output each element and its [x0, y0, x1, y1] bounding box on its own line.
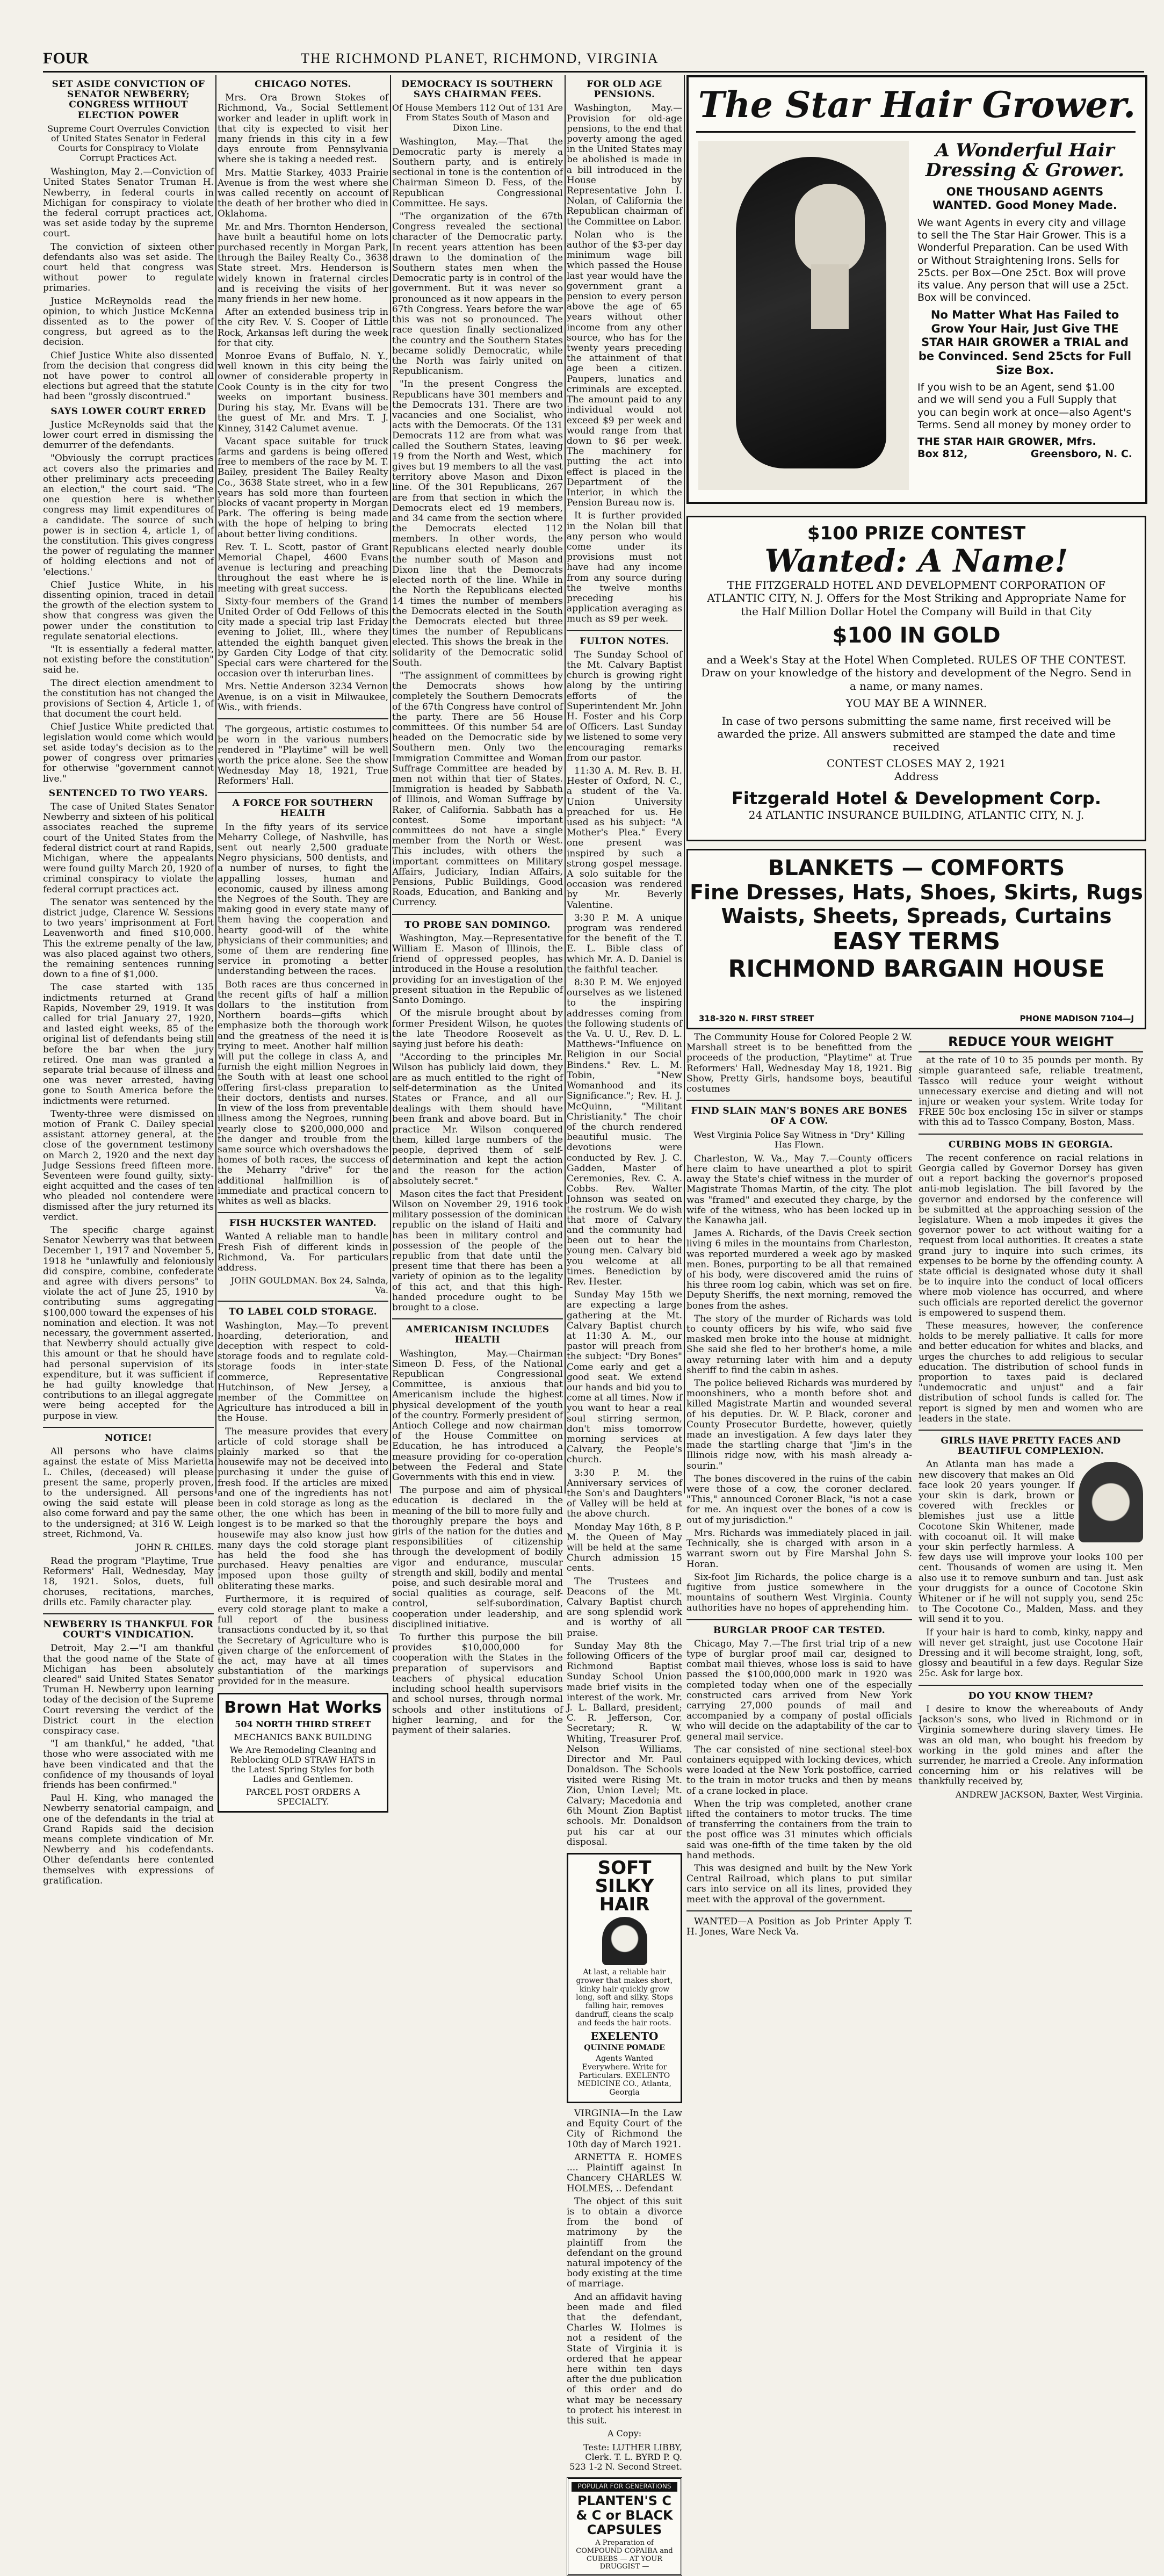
article-paragraph: Washington, May.—Representative William E. Mason of Illinois, the friend of oppressed peoples, has introduced in the House a resolution providing for an investigation of the present situation in the Republic of Santo Domingo.	[392, 933, 563, 1006]
article-paragraph: The car consisted of nine sectional steel-box containers equipped with locking devices, which were loaded at the New York postoffice, carried to the train in motor trucks and then by means of a crane locked in place.	[686, 1744, 912, 1796]
article-paragraph: The purpose and aim of physical education is declared in the meaning of the bill to more fully and thoroughly prepare the boys and girls of the nation for the duties and responsibilities of citizenship through the development of bodily vigor and endurance, muscular strength and skill, bodily and mental poise, and such desirable moral and social qualities as courage, self-control, self-subordination, cooperation under leadership, and disciplined initiative.	[392, 1485, 563, 1630]
bargain-house-ad	[686, 849, 1146, 1029]
program-paragraph: The gorgeous, artistic costumes to be worn in the various numbers rendered in "Playtime" will be well worth the price alone. See the show Wednesday May 18, 1921, True Reformers' Hall.	[218, 724, 388, 786]
ad-address: 318-320 N. FIRST STREET	[699, 1014, 814, 1023]
masthead	[43, 49, 1144, 73]
article-paragraph: After an extended business trip in the city Rev. V. S. Cooper of Little Rock, Arkansas left during the week for that city.	[218, 307, 388, 349]
article-paragraph: "The organization of the 67th Congress revealed the sectional character of the Democratic party. In recent years attention has been drawn to the domination of the Southern states men when the Democratic party is in control of the government. But it was never so pronounced as it now appears in the 67th Congress. Years before the war this was not so pronounced. The race question finally sectionalized the country and the Southern States became solidly Democratic, while the North was fairly united on Republicanism.	[392, 211, 563, 377]
article-paragraph: The case of United States Senator Newberry and sixteen of his political associates reached the supreme court of the United States from the federal district court at rand Rapids, Michigan, where the appealants were found guilty March 20, 1920 of criminal conspiracy to violate the federal corrupt practices act.	[43, 801, 214, 895]
ad-paragraph: at the rate of 10 to 35 pounds per month. By simple guaranteed safe, reliable treatment, Tassco will reduce your weight without unnecessary exercise and dieting and will not injure or weaken your system. Write today for FREE 50c box enclosing 15c in silver or stamps with this ad to Tassco Company, Boston, Mass.	[919, 1055, 1143, 1128]
article-paragraph: Mason cites the fact that President Wilson on November 29, 1916 took military possession of the dominican republic on the island of Haiti and has been in military control and possession of the people of the republic from that date until the present time that there has been a variety of opinion as to the legality of this act, and that this high-handed procedure ought to be brought to a close.	[392, 1188, 563, 1313]
ad-title: PLANTEN'S C & C or BLACK CAPSULES	[576, 2493, 673, 2538]
article-headline: FISH HUCKSTER WANTED.	[229, 1218, 377, 1229]
divider	[919, 1134, 1143, 1135]
notice-headline: NOTICE!	[104, 1432, 153, 1444]
divider	[567, 630, 682, 631]
article-paragraph: Washington, May.—Provision for old-age pensions, to the end that poverty among the aged in the United States may be abolished is made in a bill introduced in the House by Representative John I. Nolan, of California the Republican chairman of the Committee on Labor.	[567, 103, 682, 227]
divider	[919, 1685, 1143, 1686]
ad-corp: Fitzgerald Hotel & Development Corp.	[732, 788, 1101, 809]
article-paragraph: The Community House for Colored People 2 W. Marshall street is to be benefitted from the proceeds of the production, "Playtime" at True Reformers' Hall, Wednesday May 18, 1921. Big Show, Pretty Girls, handsome boys, beautiful costumes	[686, 1032, 912, 1095]
article-paragraph: "It is essentially a federal matter, not existing before the constitution" said he.	[43, 644, 214, 676]
ad-title: Brown Hat Works	[224, 1698, 382, 1717]
article-paragraph: The Sunday School of the Mt. Calvary Baptist church is growing right along by the untiring efforts of the Superintendent Mr. John H. Foster and his Corp of Officers. Last Sunday we listened to some very encouraging remarks from our pastor.	[567, 649, 682, 763]
ad-title: The Star Hair Grower.	[698, 84, 1136, 126]
ad-box: Box 812,	[917, 448, 968, 460]
article-paragraph: Monroe Evans of Buffalo, N. Y., well known in this city being the owner of considerable property in Cook County is in the city for two weeks on important business. During his stay, Mr. Evans will be the guest of Mr. and Mrs. T. J. Kinney, 3142 Calumet avenue.	[218, 351, 388, 434]
column-6	[919, 1033, 1143, 1800]
article-headline: NEWBERRY IS THANKFUL FOR COURT'S VINDICATION.	[43, 1619, 214, 1641]
article-headline: TO LABEL COLD STORAGE.	[228, 1307, 378, 1318]
article-paragraph: Sixty-four members of the Grand United Order of Odd Fellows of this city made a special trip last Friday evening to Joliet, Ill., where they attended the eighth banquet given by Garden City Lodge of that city. Special cars were chartered for the occasion over th interurban lines.	[218, 596, 388, 680]
article-paragraph: 3:30 P. M. the Anniversary services of the Son's and Daughters of Valley will be held at the above church.	[567, 1467, 682, 1520]
article-paragraph: The measure provides that every article of cold storage shall be plainly marked so that the housewife may not be deceived into purchasing it under the guise of fresh food. If the articles are mixed and one of the ingredients has not been in cold storage as long as the other, the one which has been in longest is to be marked so that the housewife may also know just how many days the cold storage plant has held the food she has purchased. Heavy penalties are imposed upon those guilty of obliterating these marks.	[218, 1426, 388, 1592]
article-headline: GIRLS HAVE PRETTY FACES AND BEAUTIFUL COMPLEXION.	[941, 1435, 1121, 1457]
article-paragraph: It is further provided in the Nolan bill that any person who would come under its provisions must not have had any income from any source during the twelve months preceding his application averaging as much as $9 per week.	[567, 510, 682, 625]
section-subhead: SENTENCED TO TWO YEARS.	[48, 788, 208, 799]
article-subhead: West Virginia Police Say Witness in "Dry" Killing Has Flown.	[693, 1129, 905, 1150]
article-paragraph: The conviction of sixteen other defendants also was set aside. The court held that congress was without power to regulate primaries.	[43, 241, 214, 294]
article-signature: ANDREW JACKSON, Baxter, West Virginia.	[955, 1789, 1143, 1800]
woman-portrait-icon	[1079, 1462, 1143, 1542]
article-paragraph: Mrs. Nettie Anderson 3234 Vernon Avenue, is on a visit in Milwaukee, Wis., with friends.	[218, 681, 388, 713]
article-paragraph: To further this purpose the bill provides $10,000,000 for cooperation with the States in the preparation of supervisors and teachers of physical education including school health supervisors and school nurses, through normal schools and other institutions of higher learning, and for the payment of their salaries.	[392, 1632, 563, 1736]
article-paragraph: The Trustees and Deacons of the Mt. Calvary Baptist church are song splendid work and is worthy of all praise.	[567, 1576, 682, 1639]
article-paragraph: "According to the principles Mr. Wilson has publicly laid down, they are as much entitled to the right of self-determination as the United States or France, and all our dealings with them should have been frank and above board. But in practice Mr. Wilson conquered them, killed large numbers of the people, deprived them of self-determination and kept the action and the reason for the action absolutely secret."	[392, 1052, 563, 1187]
legal-signature: Teste: LUTHER LIBBY, Clerk. T. L. BYRD P. Q. 523 1-2 N. Second Street.	[569, 2442, 682, 2472]
brown-hat-works-ad	[218, 1693, 388, 1813]
article-paragraph: Mrs. Mattie Starkey, 4033 Prairie Avenue is from the west where she was called recently on account of the death of her brother who died in Oklahoma.	[218, 167, 388, 220]
divider	[919, 1430, 1143, 1431]
column-3	[392, 75, 563, 1736]
article-paragraph: The direct election amendment to the constitution has not changed the provisions of Section 4, Article 1, of that document the court held.	[43, 677, 214, 720]
divider	[43, 1427, 214, 1428]
notice-signature: JOHN R. CHILES.	[135, 1541, 214, 1552]
legal-copy: A Copy:	[607, 2428, 642, 2439]
ad-agents: ONE THOUSAND AGENTS WANTED. Good Money Made.	[932, 185, 1117, 212]
article-paragraph: This was designed and built by the New York Central Railroad, which plans to put similar cars into service on all its lines, provided they meet with the approval of the government.	[686, 1863, 912, 1905]
article-paragraph: "The assignment of committees by the Democrats shows how completely the Southern Democrats of the 67th Congress have control of the party. There are 56 House committees. Of this number 54 are headed on the Democratic side by Southern men. Only two the Immigration Committee and Woman Suffrage Committee are headed by men not within that tier of States. Immigration is headed by Sabbath of Illinois, and Woman Suffrage by Raker, of California. Sabbath has a contest. Some important committees do not have a single member from the North or West. This includes, with others the important committees on Military Affairs, Judiciary, Indian Affairs, Pensions, Public Buildings, Good Roads, Education, and Banking and Currency.	[392, 670, 563, 908]
planten-capsules-ad	[567, 2477, 682, 2576]
reduce-weight-ad-title: REDUCE YOUR WEIGHT	[919, 1033, 1143, 1052]
ad-paragraph: In case of two persons submitting the same name, first received will be awarded the prize. All answers submitted are stamped the date and time received	[717, 714, 1116, 754]
article-subhead: Supreme Court Overrules Conviction of United States Senator in Federal Courts for Conspiracy to Violate Corrupt Practices Act.	[47, 123, 209, 163]
fitzgerald-contest-ad	[686, 516, 1146, 841]
article-subhead: Of House Members 112 Out of 131 Are From States South of Mason and Dixon Line.	[392, 103, 563, 133]
article-paragraph: The story of the murder of Richards was told to county officers by his wife, who said five masked men broke into the house at midnight. She said she fled to her brother's home, a mile away returning later with him and a deputy sheriff to find the cabin in ashes.	[686, 1313, 912, 1376]
ad-line: Fine Dresses, Hats, Shoes, Skirts, Rugs	[690, 881, 1143, 904]
star-hair-grower-ad	[686, 75, 1147, 504]
ad-paragraph: An Atlanta man has made a new discovery that makes an Old face look 20 years younger. If your skin is dark, brown or covered with freckles or blemishes just use a little Cocotone Skin Whitener, made with cocoanut oil. It will make your skin perfectly harmless. A few days use will improve your looks 100 per cent. Thousands of women are using it. Men also use it to remove sunburn and tan. Just ask your druggists for a ounce of Cocotone Skin Whitener or if he will not supply you, send 25c to The Cocotone Co., Malden, Mass. and they will send it to you.	[919, 1459, 1143, 1625]
ad-address: 504 NORTH THIRD STREET	[235, 1719, 371, 1729]
legal-paragraph: VIRGINIA—In the Law and Equity Court of the City of Richmond the 10th day of March 1921.	[567, 2108, 682, 2150]
divider	[218, 792, 388, 793]
article-paragraph: "I am thankful," he added, "that those who were associated with me have been vindicated and that the confidence of my thousands of loyal friends has been confirmed."	[43, 1738, 214, 1791]
article-paragraph: Justice McReynolds said that the lower court erred in dismissing the demurrer of the defendants.	[43, 419, 214, 451]
article-paragraph: I desire to know the whereabouts of Andy Jackson's sons, who lived in Richmond or in Virginia somewhere during slavery times. He was an old man, who bought his freedom by working in the gold mines and after the surrender, he married a Creole. Any information concerning him or his relatives will be thankfully received by,	[919, 1704, 1143, 1787]
ad-address	[917, 448, 1132, 460]
ad-line: BLANKETS — COMFORTS	[768, 856, 1065, 881]
article-paragraph: Of the misrule brought about by former President Wilson, he quotes the late Theodore Roosevelt as saying just before his death:	[392, 1008, 563, 1050]
notice-paragraph: All persons who have claims against the estate of Miss Marietta L. Chiles, (deceased) will please present the same, properly proven, to the undersigned. All persons owing the said estate will please also come forward and pay the same to the undersigned; at 316 W. Leigh street, Richmond, Va.	[43, 1446, 214, 1540]
ad-firm: THE STAR HAIR GROWER, Mfrs.	[917, 435, 1096, 448]
column-2	[218, 75, 388, 1807]
article-headline: CURBING MOBS IN GEORGIA.	[948, 1139, 1114, 1150]
ad-body: A Preparation of COMPOUND COPAIBA and CUBEBS — AT YOUR DRUGGIST —	[576, 2539, 673, 2571]
article-paragraph: Detroit, May 2.—"I am thankful that the good name of the State of Michigan has been absolutely cleared" said United States Senator Truman H. Newberry upon learning today of the decision of the Supreme Court reversing the verdict of the District court in the election conspiracy case.	[43, 1643, 214, 1737]
ad-line: EASY TERMS	[832, 928, 1001, 955]
legal-paragraph: And an affidavit having been made and filed that the defendant, Charles W. Holmes is not a resident of the State of Virginia it is ordered that he appear here within ten days after the due publication of this order and do what may be necessary to protect his interest in this suit.	[567, 2291, 682, 2426]
ad-paragraph: We want Agents in every city and village to sell the The Star Hair Grower. This is a Wonderful Preparation. Can be used With or Without Straightening Irons. Sells for 25cts. per Box—One 25ct. Box will prove its value. Any person that will use a 25ct. Box will be convinced.	[917, 217, 1129, 304]
article-paragraph: Chief Justice White predicted that legislation would come which would set aside today's decision as to the power of congress over primaries for otherwise "government cannot live."	[43, 721, 214, 784]
article-headline: DO YOU KNOW THEM?	[968, 1690, 1094, 1701]
article-paragraph: James A. Richards, of the Davis Creek section living 6 miles in the mountains from Charleston, was reported murdered a week ago by masked men. Bones, purporting to be all that remained of his body, were discovered amid the ruins of his three room log cabin, which was set on fire. Deputy Sheriffs, the next morning, removed the bones from the ashes.	[686, 1228, 912, 1311]
article-headline: SET ASIDE CONVICTION OF SENATOR NEWBERRY; CONGRESS WITHOUT ELECTION POWER	[52, 79, 205, 121]
article-headline: BURGLAR PROOF CAR TESTED.	[713, 1625, 886, 1636]
article-paragraph: 11:30 A. M. Rev. B. H. Hester of Oxford, N. C., a student of the Va. Union University preached for us. He used as his subject: "A Mother's Plea." Every one present was inspired by such a strong gospel message. A solo suitable for the occasion was rendered by Mr. Beverly Valentine.	[567, 766, 682, 911]
ad-title-line: SOFT	[597, 1857, 652, 1879]
article-paragraph: Charleston, W. Va., May 7.—County officers here claim to have unearthed a plot to spirit away the State's chief witness in the murder of Magistrate Thomas Martin, of the city. The plot was "framed" and executed they charge, by the wife of the witness, who has been locked up in the Kanawha jail.	[686, 1153, 912, 1226]
article-paragraph: "In the present Congress the Republicans have 301 members and the Democrats 131. There are two vacancies and one Socialist, who acts with the Democrats. Of the 131 Democrats 112 are from what was called the Southern States, leaving 19 from the North and West, which gives but 19 members to all the vast territory above Mason and Dixon line. Of the 301 Republicans, 267 are from that section in which the Democrats elect ed 19 members, and 34 came from the section where the Democrats elected 112 members. In other words, the Republicans elected nearly double the number south of Mason and Dixon line that the Democrats elected north of the line. While in the North the Republicans elected 14 times the number of members the Democrats elected in the South the Democrats elected but three times the number of Republicans elected. This shows the break in the solidarity of the Democratic solid South.	[392, 379, 563, 668]
article-paragraph: Washington, May.—That the Democratic party is merely a Southern party, and is entirely sectional in tone is the contention of Chairman Simeon D. Fess, of the Republican Congressional Committee. He says.	[392, 136, 563, 209]
legal-paragraph: ARNETTA E. HOMES .... Plaintiff against In Chancery CHARLES W. HOLMES, .. Defendant	[567, 2152, 682, 2194]
article-paragraph: 8:30 P. M. We enjoyed ourselves as we listened to the inspiring addresses coming from the following students of the Va. U. U., Rev. D. L. Matthews-"Influence on Religion in our Social Bindens." Rev. L. M. Tobin, "New Womanhood and its Significance."; Rev. H. J. McQuinn, "Militant Christianity." The choir of the church rendered beautiful music. The devotions were conducted by Rev. J. C. Gadden, Master of Ceremonies, Rev. C. A. Cobbs. Rev. Walter Johnson was seated on the rostrum. We do wish that more of Calvary and the community had been out to hear the young men. Calvary bid you welcome at all times. Benediction by Rev. Hester.	[567, 977, 682, 1287]
article-paragraph: Washington, May.—Chairman Simeon D. Fess, of the National Republican Congressional Committee, is anxious that Americanism include the highest physical development of the youth of the country. Formerly president of Antioch College and now chairman of the House Committee on Education, he has introduced a measure providing for co-operation between the Federal and State Governments with this end in view.	[392, 1348, 563, 1483]
ad-line: RICHMOND BARGAIN HOUSE	[728, 955, 1105, 983]
article-paragraph: Mr. and Mrs. Thornton Henderson, have built a beautiful home on lots purchased recently in Morgan Park, through the Bailey Realty Co., 3638 State street. Mrs. Henderson is widely known in fraternal circles and is receiving the visits of her many friends in her new home.	[218, 221, 388, 305]
article-paragraph: The recent conference on racial relations in Georgia called by Governor Dorsey has given out a report backing the governor's proposed anti-mob legislation. The bill favored by the governor and endorsed by the conference will be submitted at the approaching session of the legislature. When a mob impedes it gives the governor power to act without waiting for a request from local authorities. It creates a state grand jury to inquire into such crimes, its expenses to be borne by the offending county. A state official is designated whose duty it shall be to inquire into the conduct of local officers where mob violence has occurred, and where such officials are reported derelict the governor is empowered to suspend them.	[919, 1152, 1143, 1318]
article-headline: AMERICANISM INCLUDES HEALTH	[406, 1324, 550, 1346]
article-signature: JOHN GOULDMAN. Box 24, Salnda, Va.	[230, 1275, 388, 1296]
ad-title: $100 PRIZE CONTEST	[807, 523, 1026, 544]
ad-copy	[917, 141, 1132, 460]
ad-body: At last, a reliable hair grower that makes short, kinky hair quickly grow long, soft and silky. Stops falling hair, removes dandruff, cleans the scalp and feeds the hair roots.	[575, 1967, 674, 2027]
article-paragraph: When the trip was completed, another crane lifted the containers to motor trucks. The time of transferring the containers from the train to the post office was 31 minutes which officials said was one-fifth of the time taken by the old hand methods.	[686, 1798, 912, 1861]
section-subhead: SAYS LOWER COURT ERRED	[50, 406, 206, 417]
article-headline: DEMOCRACY IS SOUTHERN SAYS CHAIRMAN FEES.	[401, 79, 554, 100]
article-paragraph: In the fifty years of its service Meharry College, of Nashville, has sent out nearly 2,500 graduate Negro physicians, 500 dentists, and a number of nurses, to fight the appalling losses, human and economic, caused by illness among the Negroes of the South. They are making good in every state many of them having the cooperation and hearty good-will of the white physicians of their communities; and some of them are rendering fine service in promoting a better understanding between the races.	[218, 821, 388, 977]
divider	[696, 131, 1136, 133]
ad-building: MECHANICS BANK BUILDING	[234, 1731, 372, 1742]
paper-title: THE RICHMOND PLANET, RICHMOND, VIRGINIA	[301, 50, 659, 66]
article-paragraph: Washington, May.—To prevent hoarding, deterioration, and deception with respect to cold-storage foods and to regulate cold-storage foods in inter-state commerce, Representative Hutchinson, of New Jersey, a member of the Committee on Agriculture has introduced a bill in the House.	[218, 1320, 388, 1424]
article-paragraph: These measures, however, the conference holds to be merely palliative. It calls for more and better education for whites and blacks, and urges the churches to add religious to secular education. The distribution of school funds in proportion to taxes paid is declared "undemocratic and unjust" and a fair distribution of school funds is called for. The report is signed by men and women who are leaders in the state.	[919, 1320, 1143, 1424]
neck-shape	[811, 264, 849, 329]
divider	[218, 1301, 388, 1302]
ad-city: Greensboro, N. C.	[1030, 448, 1132, 460]
ad-brand: EXELENTO	[590, 2029, 659, 2043]
ad-prize: $100 IN GOLD	[832, 623, 1001, 648]
article-paragraph: Mrs. Ora Brown Stokes of Richmond, Va., Social Settlement worker and leader in uplift work in that city is expected to visit her many friends in this city in a few days enroute from Pennsylvania where she is taking a needed rest.	[218, 92, 388, 165]
ad-building: 24 ATLANTIC INSURANCE BUILDING, ATLANTIC CITY, N. J.	[748, 809, 1085, 822]
article-paragraph: Mrs. Richards was immediately placed in jail. Technically, she is charged with arson in a warrant sworn out by Fire Marshal John S. Horan.	[686, 1527, 912, 1570]
divider	[686, 1619, 912, 1620]
divider	[43, 1613, 214, 1614]
divider	[218, 718, 388, 719]
article-paragraph: Chief Justice White, in his dissenting opinion, traced in detail the growth of the election system to show that congress was given the power under the constitution to regulate senatorial elections.	[43, 579, 214, 642]
divider	[218, 1212, 388, 1213]
divider	[686, 1910, 912, 1911]
article-paragraph: Washington, May 2.—Conviction of United States Senator Truman H. Newberry, in federal courts in Michigan for conspiracy to violate the federal corrupt practices act, was set aside today by the supreme court.	[43, 167, 214, 240]
legal-paragraph: The object of this suit is to obtain a divorce from the bond of matrimony by the plaintiff from the defendant on the ground natural impotency of the body existing at the time of marriage.	[567, 2196, 682, 2290]
article-paragraph: 3:30 P. M. A unique program was rendered for the benefit of the T. E. L. Bible class of which Mr. A. D. Daniel is the faithful teacher.	[567, 912, 682, 975]
ad-footer	[699, 1014, 1134, 1023]
article-paragraph: Paul H. King, who managed the Newberry senatorial campaign, and one of the defendants in the trial at Grand Rapids said the decision means complete vindication of Mr. Newberry and his codefendants. Other defendants here contented themselves with expressions of gratification.	[43, 1793, 214, 1886]
article-paragraph: Chicago, May 7.—The first trial trip of a new type of burglar proof mail car, designed to combat mail thieves, whose loss is said to have passed the $100,000,000 mark in 1920 was completed today when one of the especially constructed cars arrived from New York carrying 27,000 pounds of mail and accompanied by a company of postal officials who will decide on the adaptability of the car to general mail service.	[686, 1638, 912, 1742]
divider	[392, 1318, 563, 1319]
ad-footer: Agents Wanted Everywhere. Write for Particulars. EXELENTO MEDICINE CO., Atlanta, Georgia	[577, 2054, 671, 2097]
column-rule	[390, 75, 391, 1493]
article-paragraph: Both races are thus concerned in the recent gifts of half a million dollars to the institution from Northern boards—gifts which emphasize both the thorough work and the greatness of the need it is trying to meet. Another half million will put the college in class A, and furnish the eight million Negroes in the South with at least one school offering first-class preparation to their doctors, dentists and nurses. In view of the loss from preventable illness among the Negroes, running yearly close to $200,000,000 and the danger and trouble from the same source which overshadows the homes of both races, the success of the Meharry "drive" for the additional halfmillion is of immediate and practical concern to whites as well as blacks.	[218, 979, 388, 1207]
ad-subtitle: A Wonderful Hair Dressing & Grower.	[925, 140, 1125, 182]
ad-title-line: SILKY	[595, 1875, 654, 1897]
column-rule	[684, 75, 685, 1493]
ad-closes: CONTEST CLOSES MAY 2, 1921	[827, 756, 1006, 770]
ad-line: Waists, Sheets, Spreads, Curtains	[721, 904, 1112, 928]
article-paragraph: Chief Justice White also dissented from the decision that congress did not have power to control all elections but agreed that the statute had been "grossly discontrued."	[43, 350, 214, 402]
column-rule	[215, 75, 216, 1493]
article-paragraph: The police believed Richards was murdered by moonshiners, who a month before shot and killed Magistrate Martin and wounded several of his deputies. Dr. W. P. Black, coroner and County Prosecutor Burdette, however, quietly made an investigation. A few days later they made the startling charge that "Jim's in the Illinois ridge now, with his mash already a-sourin."	[686, 1378, 912, 1471]
program-paragraph: Read the program "Playtime, True Reformers' Hall, Wednesday, May 18, 1921. Solos, duets, full choruses, recitations, marches, drills etc. Family character play.	[43, 1556, 214, 1608]
article-paragraph: Sunday May 8th the following Officers of the Richmond Baptist Sunday School Union made brief visits in the interest of the work. Mr. J. L. Ballard, president; C. R. Jefferson, Cor. Secretary; R. W. Whiting, Treasurer Prof. Nelson Williams, Director and Mr. Paul Donaldson. The Schools visited were Rising Mt. Zion, Union Level; Mt. Calvary; Macedonia and 6th Mount Zion Baptist schools. Mr. Donaldson put his car at our disposal.	[567, 1640, 682, 1848]
article-paragraph: Furthermore, it is required of every cold storage plant to make a full report of the business transactions conducted by it, so that the Secretary of Agriculture who is given charge of the enforcement of the act, may have at all times substantiation of the markings provided for in the measure.	[218, 1593, 388, 1687]
woman-portrait-icon	[602, 1917, 647, 1965]
article-paragraph: "Obviously the corrupt practices act covers also the primaries and other preliminary acts preceeding an election," the court said. "The one question here is whether congress may limit expenditures of a candidate. The source of such power is in section 4, article 1, of the constitution. This gives congress the power of regulating the manner of holding elections and not of 'elections.'	[43, 453, 214, 578]
article-paragraph: Rev. T. L. Scott, pastor of Grant Memorial Chapel, 4600 Evans avenue is lecturing and preaching throughout the east where he is meeting with great success.	[218, 542, 388, 594]
article-paragraph: The case started with 135 indictments returned at Grand Rapids, November 29, 1919. It was called for trial January 27, 1920, and lasted eight weeks, 85 of the original list of defendants being still before the bar when the jury retired. One man was granted a separate trial because of illness and one was never arrested, having gone to South America before the indictments were returned.	[43, 982, 214, 1107]
article-paragraph: Wanted A reliable man to handle Fresh Fish of different kinds in Richmond, Va. For particulars address.	[218, 1231, 388, 1273]
column-1	[43, 75, 214, 1886]
ad-paragraph: THE FITZGERALD HOTEL AND DEVELOPMENT CORPORATION OF ATLANTIC CITY, N. J. Offers for the Most Striking and Appropriate Name for the Half Million Dollar Hotel the Company will Build in that City	[707, 578, 1126, 618]
page-number: FOUR	[43, 49, 89, 67]
article-paragraph: Sunday May 15th we are expecting a large gathering at the Mt. Calvary Baptist church at 11:30 A. M., our pastor will preach from the subject: "Dry Bones" Come early and get a good seat. We extend our hands and bid you to come at all times. Now if you want to hear a real soul stirring sermon, don't miss tomorrow morning services at Calvary, the People's church.	[567, 1289, 682, 1466]
ad-banner: POPULAR FOR GENERATIONS	[572, 2482, 677, 2492]
article-paragraph: The bones discovered in the ruins of the cabin were those of a cow, the coroner declared. "This," announced Coroner Black, "is not a case for me. An inquest over the bones of a cow is out of my jurisdiction."	[686, 1473, 912, 1526]
ad-brand-sub: QUININE POMADE	[584, 2044, 665, 2053]
article-headline: FULTON NOTES.	[580, 636, 669, 647]
divider	[392, 914, 563, 915]
column-5	[686, 1032, 912, 1937]
article-paragraph: Twenty-three were dismissed on motion of Frank C. Dailey special assistant attorney general, at the close of the government testimony on March 2, 1920 and the next day Judge Sessions freed fifteen more. Seventeen were found guilty, sixty-eight acquitted and the cases of ten who pleaded nol contendere were dismissed after the jury returned its verdict.	[43, 1108, 214, 1223]
ad-phone: PHONE MADISON 7104—J	[1020, 1014, 1134, 1023]
classified-wanted: WANTED—A Position as Job Printer Apply T. H. Jones, Ware Neck Va.	[686, 1916, 912, 1937]
article-paragraph: The specific charge against Senator Newberry was that between December 1, 1917 and November 5, 1918 he "unlawfully and feloniously did conspire, combine, confederate and agree with divers persons" to violate the act of June 25, 1910 by contributing sums aggregating $100,000 toward the expenses of his nomination and election. It was not necessary, the government asserted, that Newberry should actually give this amount or that he should have had personal supervision of its expenditure, but it was sufficient if he had guilty knowledge that contributions to an illegal aggregate were being accepted for the purpose in view.	[43, 1225, 214, 1422]
article-headline: CHICAGO NOTES.	[254, 79, 352, 90]
column-rule	[565, 75, 566, 1493]
ad-paragraph: If your hair is hard to comb, kinky, nappy and will never get straight, just use Cocotone Hair Dressing and it will become straight, long, soft, glossy and beautiful in a few days. Regular Size 25c. Ask for large box.	[919, 1627, 1143, 1679]
ad-paragraph: and a Week's Stay at the Hotel When Completed. RULES OF THE CONTEST. Draw on your knowledge of the history and development of the Negro. Send in a name, or many names.	[701, 653, 1132, 692]
ad-footer: PARCEL POST ORDERS A SPECIALTY.	[245, 1787, 360, 1807]
article-paragraph: Justice McReynolds read the opinion, to which Justice McKenna dissented as to the power of congress, but agreed as to the decision.	[43, 295, 214, 348]
divider	[686, 1100, 912, 1101]
woman-long-hair-icon	[698, 141, 909, 490]
ad-subtitle: Wanted: A Name!	[764, 543, 1068, 579]
ad-paragraph: If you wish to be an Agent, send $1.00 and we will send you a Full Supply that you can begin work at once—also Agent's Terms. Send all money by money order to	[917, 381, 1132, 431]
article-paragraph: Monday May 16th, 8 P. M. the Queen of May will be held at the same Church admission 15 cents.	[567, 1521, 682, 1574]
ad-body: We Are Remodeling Cleaning and Reblocking OLD STRAW HATS in the Latest Spring Styles for both Ladies and Gentlemen.	[229, 1744, 377, 1784]
article-paragraph: The senator was sentenced by the district judge, Clarence W. Sessions to two years' imprisonment at Fort Leavenworth and fined $10,000. This the extreme penalty of the law, was also placed against two others, the remaining sentences running down to a fine of $1,000.	[43, 897, 214, 980]
ad-address-label: Address	[894, 770, 938, 783]
face-shape	[795, 184, 865, 275]
article-headline: A FORCE FOR SOUTHERN HEALTH	[232, 798, 374, 819]
article-paragraph: Nolan who is the author of the $3-per day minimum wage bill which passed the House last year would have the government grant a pension to every person above the age of 65 years without other income from any other source, who has for the twenty years preceding the attainment of that age been a citizen. Paupers, lunatics and criminals are excepted. The amount paid to any individual would not exceed $9 per week and would range from that down to $6 per week. The machinery for putting the act into effect is placed in the Department of the Interior, in which the Pension Bureau now is.	[567, 229, 682, 509]
ad-paragraph: No Matter What Has Failed to Grow Your Hair, Just Give THE STAR HAIR GROWER a TRIAL and be Convinced. Send 25cts for Full Size Box.	[918, 308, 1132, 377]
ad-title-line: HAIR	[599, 1893, 650, 1915]
column-4	[567, 75, 682, 2571]
ad-paragraph: YOU MAY BE A WINNER.	[845, 697, 987, 710]
article-headline: FIND SLAIN MAN'S BONES ARE BONES OF A COW.	[691, 1106, 908, 1127]
soft-silky-hair-ad	[567, 1853, 682, 2103]
article-headline: FOR OLD AGE PENSIONS.	[587, 79, 662, 100]
article-paragraph: Vacant space suitable for truck farms and gardens is being offered free to members of the race by M. T. Bailey, president The Bailey Realty Co., 3638 State street, who in a few years has sold more than fourteen blocks of vacant property in Morgan Park. The offering is being made with the hope of helping to bring about better living conditions.	[218, 436, 388, 540]
article-paragraph: Six-foot Jim Richards, the police charge is a fugitive from justice somewhere in the mountains of southern West Virginia. County authorities have no hopes of apprehending him.	[686, 1571, 912, 1614]
article-headline: TO PROBE SAN DOMINGO.	[404, 919, 551, 930]
